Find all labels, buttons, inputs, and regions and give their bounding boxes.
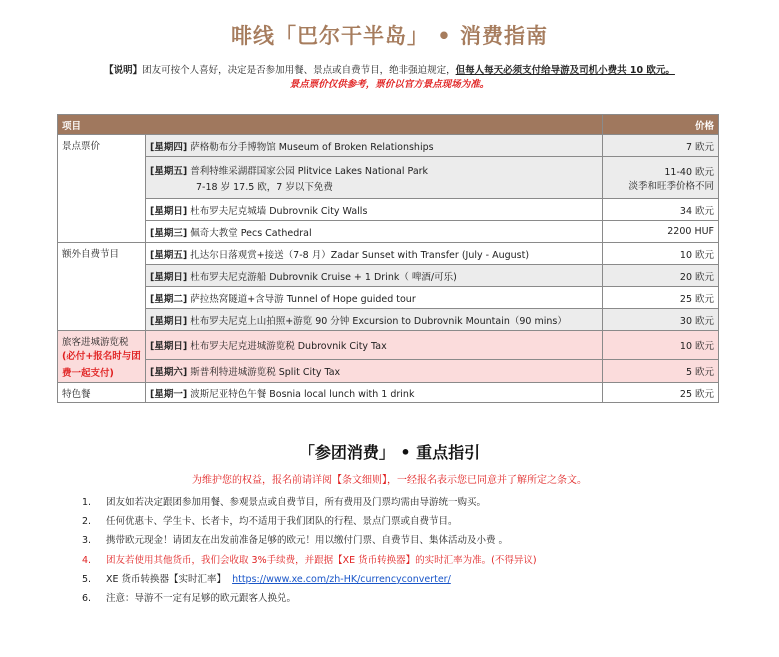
day-label: [星期一] [150,388,188,400]
item-cell [146,383,603,403]
table-row [58,383,719,403]
item-text: XE 货币转换器【实时汇率】 [106,573,227,585]
intro-text: 团友可按个人喜好，决定是否参加用餐、景点或自费节目，绝非强迫规定， [142,65,456,76]
item-cell [146,331,603,360]
day-label: [星期五] [150,249,188,261]
list-item [82,589,537,608]
item-cell [146,221,603,243]
table-row [58,135,719,157]
table-row [58,221,719,243]
category-attractions [58,135,146,243]
item-text: 萨拉热窝隧道+含导游 Tunnel of Hope guided tour [190,293,416,305]
day-label: [星期三] [150,227,188,239]
day-label: [星期五] [150,165,188,177]
category-label: 景点票价 [62,141,101,152]
table-header-row [58,115,719,135]
table-row [58,157,719,199]
table-row [58,265,719,287]
price-cell: 5 欧元 [603,360,719,383]
item-number: 2. [82,516,92,528]
item-cell [146,199,603,221]
day-label: [星期二] [150,293,188,305]
day-label: [星期日] [150,341,188,353]
table-row [58,360,719,383]
item-number: 6. [82,592,92,604]
fee-table [57,114,719,403]
table-row [58,287,719,309]
intro-warning: 景点票价仅供参考，票价以官方景点现场为准。 [289,79,490,90]
category-note: (必付+报名时与团费一起支付) [62,351,141,379]
price-cell: 34 欧元 [603,199,719,221]
category-city-tax [58,331,146,383]
price-cell: 2200 HUF [603,221,719,243]
item-text: 斯普利特进城游览税 Split City Tax [190,367,341,379]
item-cell [146,360,603,383]
item-text: 萨格勒布分手博物馆 Museum of Broken Relationships [190,141,434,153]
item-cell [146,309,603,331]
item-text: 普利特维采湖群国家公园 Plitvice Lakes National Park [190,165,429,177]
price-cell: 30 欧元 [603,309,719,331]
table-row [58,331,719,360]
item-cell [146,157,603,199]
page-title: 啡线「巴尔干半岛」 • 消费指南 [230,24,549,48]
xe-converter-link[interactable]: https://www.xe.com/zh-HK/currencyconverter/ [232,573,451,585]
day-label: [星期六] [150,367,188,379]
category-label: 旅客进城游览税 [62,337,129,348]
item-number: 5. [82,573,92,585]
day-label: [星期日] [150,271,188,283]
item-text: 佩奇大教堂 Pecs Cathedral [190,227,312,239]
day-label: [星期日] [150,205,188,217]
item-cell [146,265,603,287]
table-row [58,309,719,331]
item-cell [146,135,603,157]
item-text: 任何优惠卡、学生卡、长者卡，均不适用于我们团队的行程、景点门票或自费节目。 [106,516,458,528]
item-number: 1. [82,497,92,508]
intro-emphasis: 但每人每天必须支付给导游及司机小费共 10 欧元。 [455,65,675,76]
item-text: 携带欧元现金！请团友在出发前准备足够的欧元！用以缴付门票、自费节目、集体活动及小费 。 [106,535,509,547]
item-text: 杜布罗夫尼克进城游览税 Dubrovnik City Tax [190,341,387,353]
intro-note [0,64,779,92]
item-text: 波斯尼亚特色午餐 Bosnia local lunch with 1 drink [190,388,415,400]
item-text: 团友如若决定跟团参加用餐、参观景点或自费节目，所有费用及门票均需由导游统一购买。 [106,497,487,508]
item-text: 注意：导游不一定有足够的欧元跟客人换兑。 [106,592,297,604]
list-item [82,551,537,570]
category-optional-tours [58,243,146,331]
category-label: 额外自费节目 [62,249,120,260]
item-text: 团友若使用其他货币，我们会收取 3%手续费，并跟据【XE 货币转换器】的实时汇率为准。(不得异议) [106,554,537,566]
price-note: 淡季和旺季价格不同 [628,180,715,192]
day-label: [星期日] [150,315,188,327]
list-item [82,493,537,512]
price-value: 11-40 欧元 [664,166,715,178]
header-price: 价格 [603,115,719,135]
category-label: 特色餐 [62,389,91,400]
header-item: 项目 [58,115,603,135]
list-item [82,531,537,550]
item-subtext: 7-18 岁 17.5 欧，7 岁以下免费 [196,181,333,193]
list-item [82,512,537,531]
price-cell: 20 欧元 [603,265,719,287]
price-cell: 10 欧元 [603,243,719,265]
item-text: 扎达尔日落观赏+接送（7-8 月）Zadar Sunset with Transfer (July - August) [190,249,530,261]
guide-title: 「参团消费」 • 重点指引 [298,443,481,462]
item-text: 杜布罗夫尼克游船 Dubrovnik Cruise + 1 Drink（ 啤酒/可乐) [190,271,457,283]
table-row [58,199,719,221]
item-text: 杜布罗夫尼克上山拍照+游览 90 分钟 Excursion to Dubrovnik Mountain（90 mins） [190,315,567,327]
intro-label: 【说明】 [104,65,143,76]
price-cell: 7 欧元 [603,135,719,157]
guide-list [82,493,537,608]
guide-subtitle: 为维护您的权益，报名前请详阅【条文细则】，一经报名表示您已同意并了解所定之条文。 [192,475,587,486]
item-cell [146,243,603,265]
price-cell: 25 欧元 [603,287,719,309]
item-cell [146,287,603,309]
item-number: 4. [82,554,92,566]
list-item [82,570,537,589]
item-text: 杜布罗夫尼克城墙 Dubrovnik City Walls [190,205,368,217]
item-number: 3. [82,535,92,547]
table-row [58,243,719,265]
price-cell [603,157,719,199]
day-label: [星期四] [150,141,188,153]
price-cell: 10 欧元 [603,331,719,360]
category-special-meal [58,383,146,403]
price-cell: 25 欧元 [603,383,719,403]
